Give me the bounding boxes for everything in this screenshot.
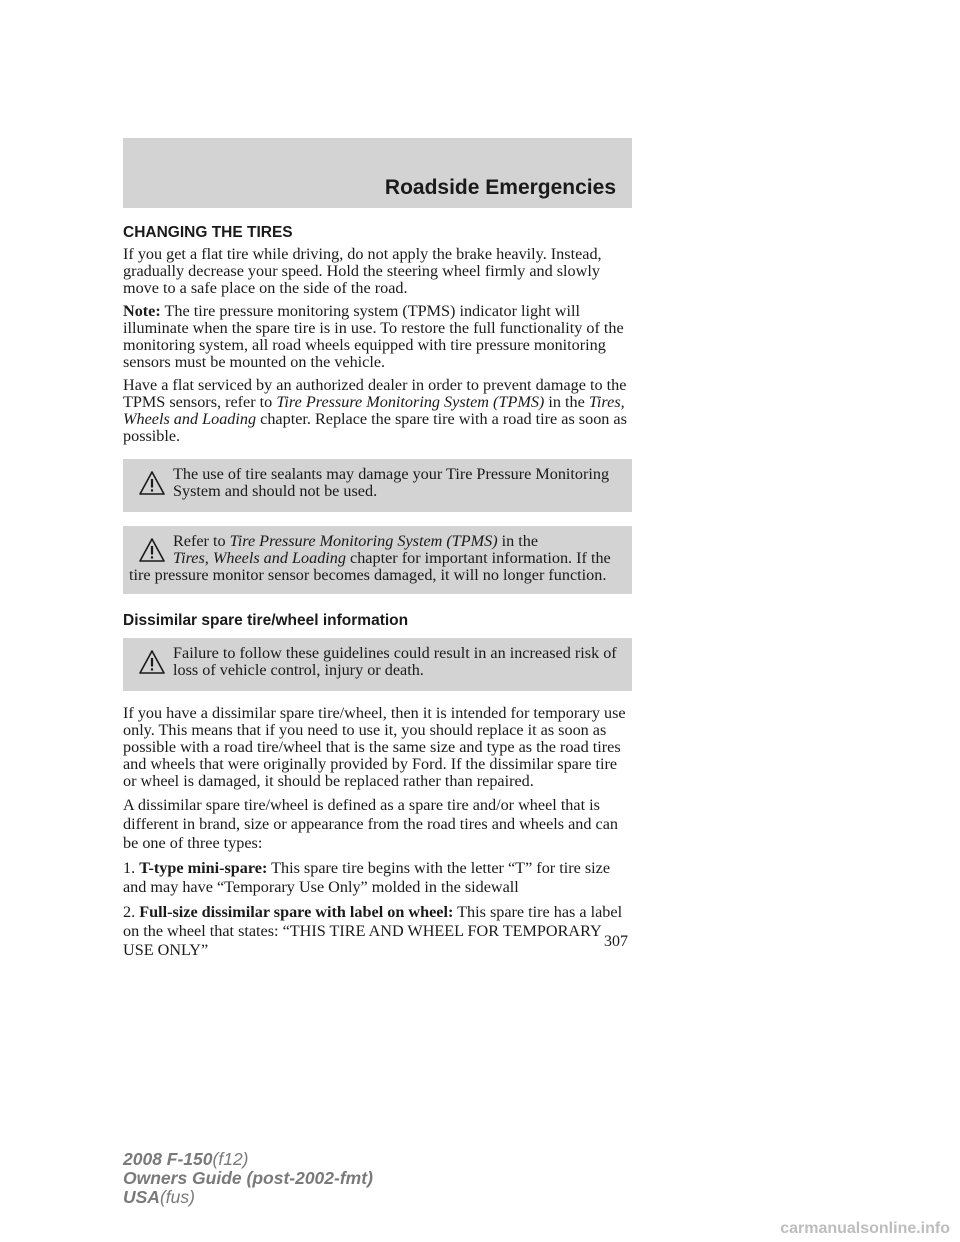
warning-triangle-icon [139, 538, 165, 562]
service-text-a: Have a flat serviced by an authorized dealer in order to prevent damage to the TPMS sensors, refer to [123, 376, 627, 411]
service-text-c: chapter. Replace the spare tire with a road tire as soon as possible. [123, 410, 627, 445]
warning-text: The use of tire sealants may damage your Tire Pressure Monitoring System and should not be used. [173, 465, 610, 500]
service-ref-tpms: Tire Pressure Monitoring System (TPMS) [276, 393, 545, 411]
page-content [123, 220, 632, 966]
section-title-changing-tires: CHANGING THE TIRES [123, 224, 293, 241]
warning-box-guidelines [123, 638, 632, 691]
footer-model-code: (f12) [212, 1149, 249, 1169]
footer-guide-type: Owners Guide (post-2002-fmt) [123, 1168, 373, 1188]
warning-triangle-icon [139, 650, 165, 674]
list-item-text: This spare tire has a label on the wheel that states: “THIS TIRE AND WHEEL FOR TEMPORARY USE ONLY” [123, 903, 623, 959]
footer-line-1 [123, 1150, 373, 1169]
note-text: The tire pressure monitoring system (TPMS) indicator light will illuminate when the spare tire is in use. To restore the full functionality of the monitoring system, all road wheels equipped with tire pressure monitoring sensors must be mounted on the vehicle. [123, 302, 624, 371]
warning-text [129, 533, 622, 584]
service-ref-chapter: Tires, Wheels and Loading [123, 393, 625, 428]
list-item-label: Full-size dissimilar spare with label on wheel: [139, 903, 454, 921]
list-item-label: T-type mini-spare: [139, 859, 268, 877]
list-item-t-type [123, 859, 632, 897]
chapter-header [123, 138, 632, 208]
list-number: 1. [123, 859, 136, 877]
warning-box-sealants [123, 459, 632, 512]
service-text-b: in the [544, 393, 589, 411]
warning-text: Failure to follow these guidelines could result in an increased risk of loss of vehicle control, injury or death. [173, 644, 617, 679]
chapter-title: Roadside Emergencies [384, 176, 616, 199]
document-footer [123, 1150, 373, 1207]
warning2-ref-chapter: Tires, Wheels and Loading [173, 549, 346, 567]
paragraph-flat-tire: If you get a flat tire while driving, do not apply the brake heavily. Instead, gradually decrease your speed. Hold the steering wheel firmly and slowly move to a safe place on the side of the road. [123, 245, 602, 297]
footer-market: USA [123, 1187, 160, 1207]
list-item-text: This spare tire begins with the letter “T” for tire size and may have “Temporary Use Only” molded in the sidewall [123, 859, 611, 896]
page-number: 307 [604, 933, 628, 950]
warning2-ref-tpms: Tire Pressure Monitoring System (TPMS) [229, 532, 498, 550]
watermark: carmanualsonline.info [780, 1220, 950, 1237]
section-title-dissimilar-spare: Dissimilar spare tire/wheel information [123, 612, 409, 629]
paragraph-service [123, 377, 632, 445]
paragraph-dissimilar-use: If you have a dissimilar spare tire/wheel, then it is intended for temporary use only. This means that if you need to use it, you should replace it as soon as possible with a road tire/wheel that is the same size and type as the road tires and wheels that were originally provided by Ford. If the dissimilar spare tire or wheel is damaged, it should be replaced rather than repaired. [123, 704, 626, 790]
footer-market-code: (fus) [159, 1187, 195, 1207]
paragraph-dissimilar-definition: A dissimilar spare tire/wheel is defined as a spare tire and/or wheel that is different in brand, size or appearance from the road tires and wheels and can be one of three types: [123, 796, 618, 852]
warning2-text-b: in the [497, 532, 539, 550]
list-item-full-size [123, 903, 632, 960]
footer-line-3 [123, 1188, 373, 1207]
warning-box-tpms-reference [123, 526, 632, 594]
footer-model: 2008 F-150 [123, 1149, 213, 1169]
paragraph-note [123, 303, 632, 371]
warning2-text-a: Refer to [173, 532, 230, 550]
warning-triangle-icon [139, 471, 165, 495]
warning2-text-c: chapter for important information. If the tire pressure monitor sensor becomes damaged, it will no longer function. [129, 549, 611, 584]
list-number: 2. [123, 903, 136, 921]
footer-line-2 [123, 1169, 373, 1188]
note-label: Note: [123, 302, 161, 320]
